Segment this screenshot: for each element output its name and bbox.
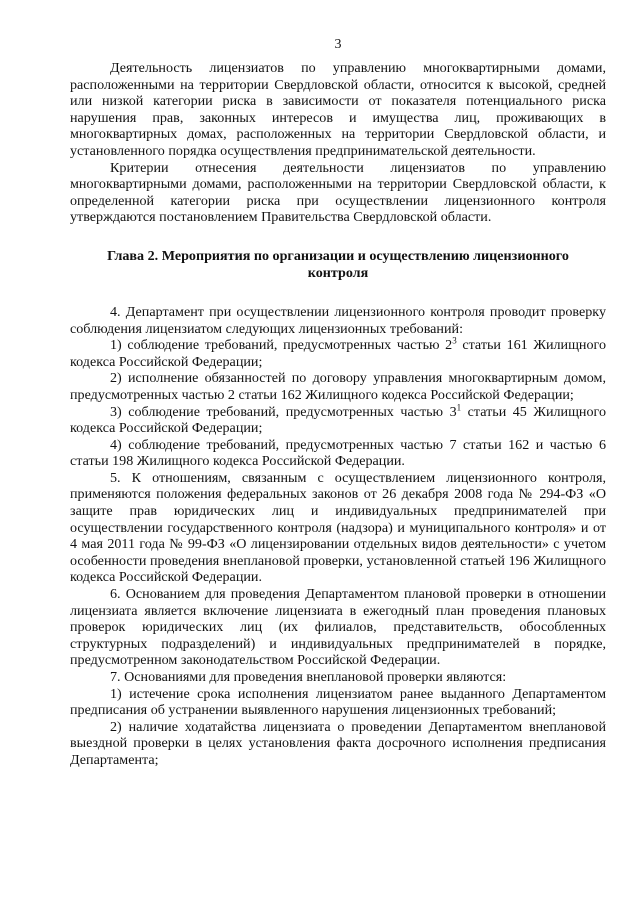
paragraph-item-7: 7. Основаниями для проведения внеплановой проверки являются: (110, 669, 507, 685)
paragraph-item-4-2: 2) исполнение обязанностей по договору управления многоквартирным домом, предусмотренных частью 2 статьи 162 Жилищного кодекса Российской Федерации; (70, 370, 606, 403)
paragraph-item-5: 5. К отношениям, связанным с осуществлением лицензионного контроля, применяются положения федеральных законов от 26 декабря 2008 года № 294-ФЗ «О защите прав юридических лиц и индивидуальных предпринимателей при осуществлении государственного контроля (надзора) и муниципального контроля» и от 4 мая 2011 года № 99-ФЗ «О лицензировании отдельных видов деятельности» с учетом особенности проведения внеплановой проверки, установленной статьей 196 Жилищного кодекса Российской Федерации. (70, 469, 606, 586)
text-fragment: статьи 45 Жилищного кодекса Российской Федерации; (70, 403, 606, 437)
superscript: 1 (456, 401, 462, 412)
chapter-heading: Глава 2. Мероприятия по организации и осуществлению лицензионного контроля (107, 247, 569, 281)
superscript: 3 (452, 335, 457, 346)
paragraph-item-4-4: 4) соблюдение требований, предусмотренных частью 7 статьи 162 и частью 6 статьи 198 Жилищного кодекса Российской Федерации. (70, 436, 606, 470)
paragraph-item-4: 4. Департамент при осуществлении лицензионного контроля проводит проверку соблюдения лицензиатом следующих лицензионных требований: (70, 303, 606, 337)
paragraph-item-4-3 (70, 401, 606, 437)
paragraph-risk-criteria: Критерии отнесения деятельности лицензиатов по управлению многоквартирными домами, расположенными на территории Свердловской области, к определенной категории риска при осуществлении лицензионного контроля утверждаются постановлением Правительства Свердловской области. (70, 159, 606, 226)
text-fragment: 3) соблюдение требований, предусмотренных частью 3 (110, 403, 457, 420)
page-number: 3 (334, 37, 342, 52)
paragraph-item-7-1: 1) истечение срока исполнения лицензиатом ранее выданного Департаментом предписания об устранении выявленного нарушения лицензионных требований; (70, 685, 606, 719)
paragraph-item-4-1 (70, 337, 606, 370)
text-fragment: 1) соблюдение требований, предусмотренных частью 2 (110, 337, 453, 354)
paragraph-item-7-2: 2) наличие ходатайства лицензиата о проведении Департаментом внеплановой выездной проверки в целях установления факта досрочного исполнения предписания Департамента; (70, 718, 606, 768)
paragraph-risk-category: Деятельность лицензиатов по управлению многоквартирными домами, расположенными на территории Свердловской области, относится к высокой, средней или низкой категории риска в зависимости от показателя потенциального риска нарушения прав, законных интересов и имущества лиц, проживающих в многоквартирных домах, расположенных на территории Свердловской области, и установленного порядка осуществления предпринимательской деятельности. (70, 60, 606, 159)
text-fragment: статьи 161 Жилищного кодекса Российской Федерации; (70, 337, 606, 370)
paragraph-item-6: 6. Основанием для проведения Департаментом плановой проверки в отношении лицензиата является включение лицензиата в ежегодный план проведения плановых проверок юридических лиц (их филиалов, представительств, обособленных структурных подразделений) и индивидуальных предпринимателей в порядке, предусмотренном законодательством Российской Федерации. (70, 586, 606, 669)
